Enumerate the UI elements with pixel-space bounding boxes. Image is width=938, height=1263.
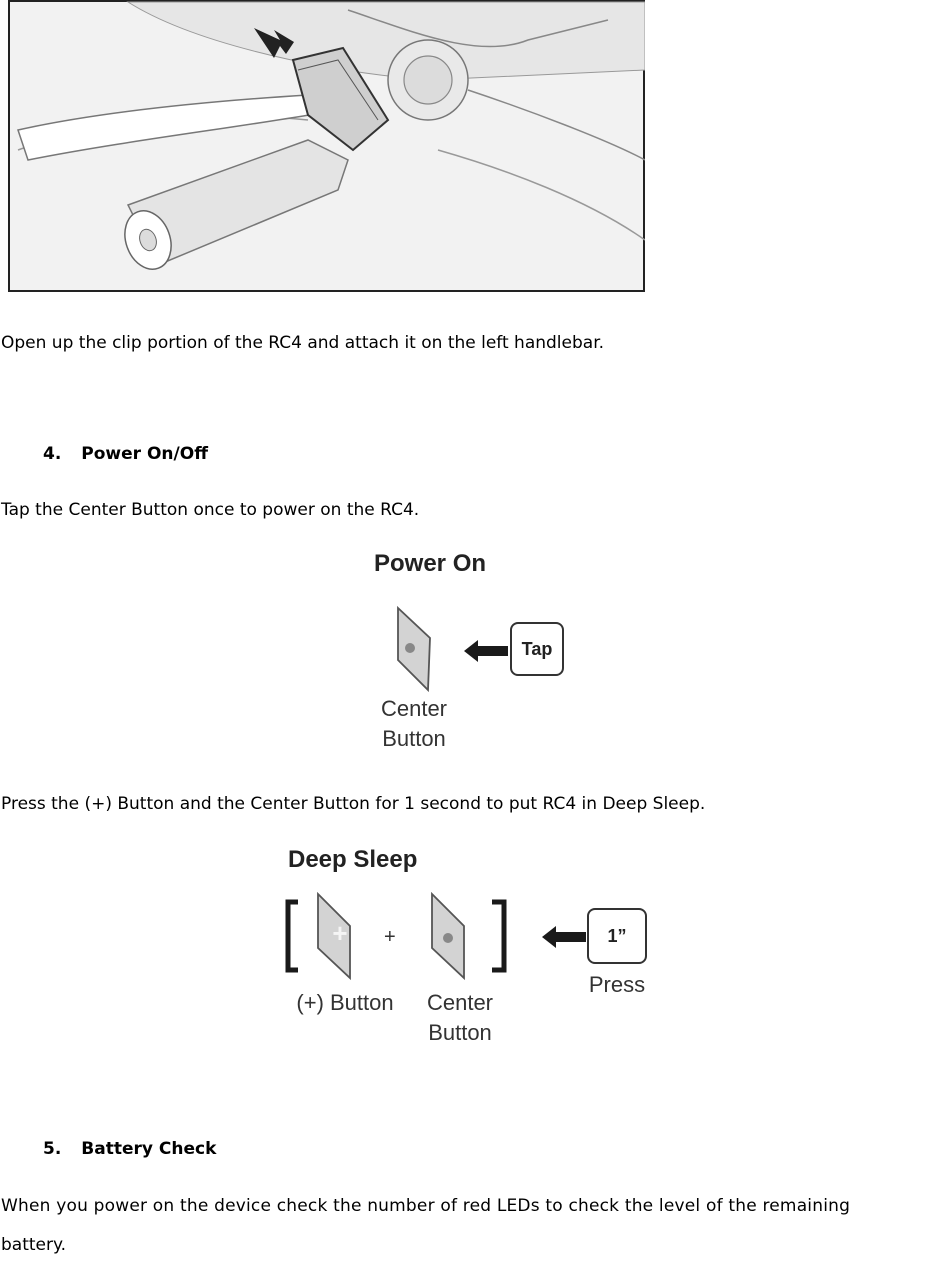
section-title: Power On/Off xyxy=(81,444,208,464)
instruction-battery-check-line2: battery. xyxy=(1,1235,67,1255)
instruction-attach-clip: Open up the clip portion of the RC4 and attach it on the left handlebar. xyxy=(1,333,605,353)
instruction-power-on: Tap the Center Button once to power on the RC4. xyxy=(1,500,420,520)
handlebar-illustration xyxy=(8,0,645,292)
button-combination-icon xyxy=(280,892,520,982)
plus-sign: + xyxy=(384,926,396,948)
section-number: 5. xyxy=(43,1139,62,1159)
press-key-action: Press xyxy=(588,972,646,997)
deep-sleep-diagram xyxy=(280,842,660,1052)
arrow-left-icon xyxy=(540,922,588,952)
section-title: Battery Check xyxy=(81,1139,217,1159)
plus-button-label: (+) Button xyxy=(296,990,394,1015)
tap-key-label: Tap xyxy=(521,638,553,659)
section-heading-battery xyxy=(43,1139,216,1159)
section-number: 4. xyxy=(43,444,62,464)
tap-key xyxy=(510,622,564,676)
power-on-diagram xyxy=(360,548,580,758)
center-button-label xyxy=(412,988,508,1048)
power-on-title: Power On xyxy=(374,550,487,577)
press-key-label: 1” xyxy=(607,925,627,946)
handlebar-figure xyxy=(8,0,645,292)
center-button-label xyxy=(366,694,462,754)
instruction-battery-check-line1: When you power on the device check the number of red LEDs to check the level of the remaining xyxy=(1,1196,851,1216)
instruction-deep-sleep: Press the (+) Button and the Center Button for 1 second to put RC4 in Deep Sleep. xyxy=(1,794,706,814)
center-label-line2: Button xyxy=(428,1020,492,1045)
center-label-line2: Button xyxy=(382,726,446,751)
section-heading-power xyxy=(43,444,208,464)
center-label-line1: Center xyxy=(426,990,494,1015)
press-key xyxy=(587,908,647,964)
svg-text:+: + xyxy=(332,918,348,948)
arrow-left-icon xyxy=(462,636,510,666)
deep-sleep-title: Deep Sleep xyxy=(288,846,418,873)
center-label-line1: Center xyxy=(380,696,448,721)
